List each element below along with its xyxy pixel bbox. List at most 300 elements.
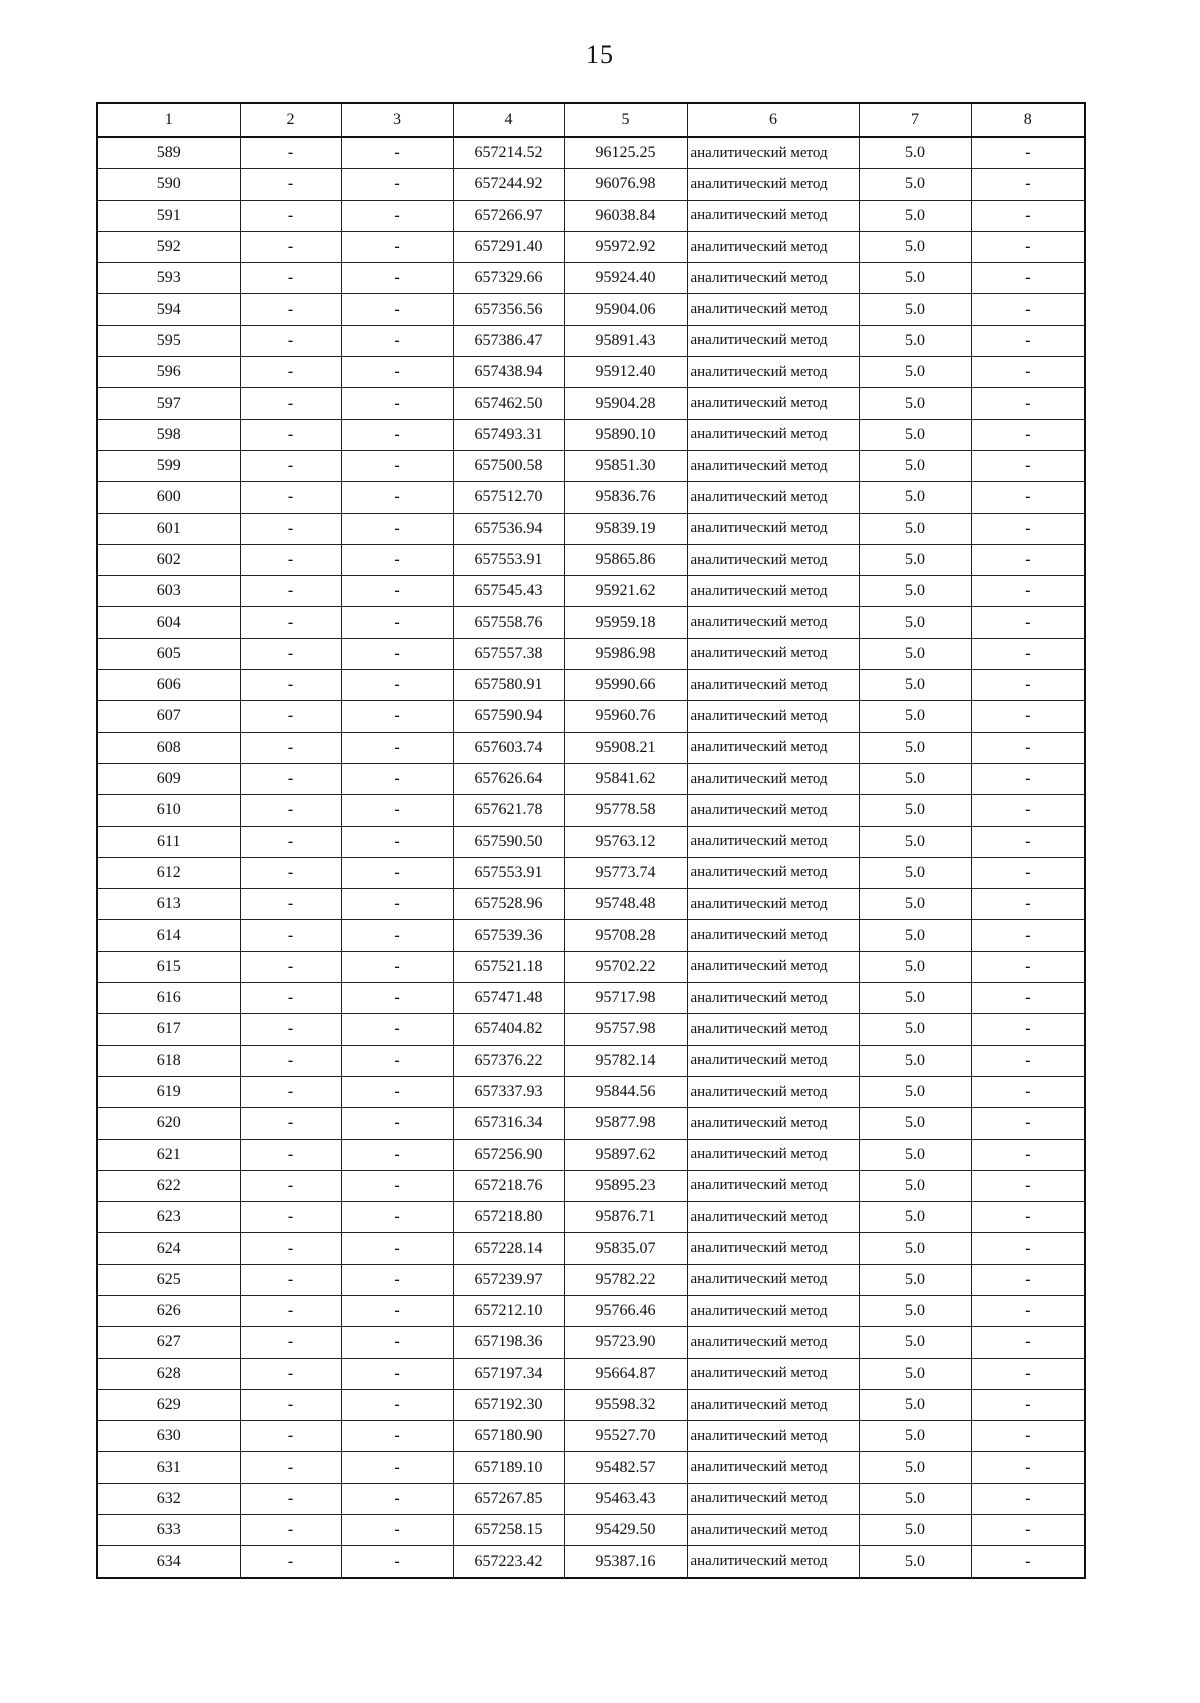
table-row xyxy=(97,607,1085,638)
cell-coord-x: 657258.15 xyxy=(453,1515,564,1546)
cell-col-2: - xyxy=(240,419,341,450)
table-row xyxy=(97,732,1085,763)
cell-accuracy: 5.0 xyxy=(859,1170,971,1201)
cell-coord-x: 657267.85 xyxy=(453,1483,564,1514)
cell-col-8: - xyxy=(971,1045,1085,1076)
cell-coord-y: 95748.48 xyxy=(564,889,687,920)
cell-col-2: - xyxy=(240,137,341,169)
cell-coord-x: 657189.10 xyxy=(453,1452,564,1483)
cell-coord-y: 95836.76 xyxy=(564,482,687,513)
cell-point-number: 628 xyxy=(97,1358,240,1389)
cell-coord-x: 657528.96 xyxy=(453,889,564,920)
cell-col-2: - xyxy=(240,1202,341,1233)
cell-col-3: - xyxy=(341,1045,453,1076)
table-row xyxy=(97,294,1085,325)
cell-col-3: - xyxy=(341,951,453,982)
cell-method: аналитический метод xyxy=(687,482,859,513)
column-header-2: 2 xyxy=(240,103,341,137)
table-row xyxy=(97,889,1085,920)
cell-col-8: - xyxy=(971,701,1085,732)
cell-method: аналитический метод xyxy=(687,169,859,200)
cell-col-3: - xyxy=(341,513,453,544)
cell-col-8: - xyxy=(971,1139,1085,1170)
cell-method: аналитический метод xyxy=(687,857,859,888)
cell-col-2: - xyxy=(240,857,341,888)
cell-col-8: - xyxy=(971,670,1085,701)
cell-coord-y: 95959.18 xyxy=(564,607,687,638)
cell-accuracy: 5.0 xyxy=(859,920,971,951)
cell-coord-y: 95708.28 xyxy=(564,920,687,951)
table-row xyxy=(97,983,1085,1014)
cell-accuracy: 5.0 xyxy=(859,701,971,732)
cell-accuracy: 5.0 xyxy=(859,1014,971,1045)
cell-method: аналитический метод xyxy=(687,920,859,951)
cell-col-3: - xyxy=(341,1327,453,1358)
table-row xyxy=(97,670,1085,701)
table-row xyxy=(97,419,1085,450)
cell-coord-x: 657590.94 xyxy=(453,701,564,732)
cell-col-2: - xyxy=(240,1389,341,1420)
table-row xyxy=(97,857,1085,888)
cell-col-3: - xyxy=(341,1358,453,1389)
table-row xyxy=(97,1546,1085,1578)
cell-accuracy: 5.0 xyxy=(859,482,971,513)
cell-accuracy: 5.0 xyxy=(859,1045,971,1076)
cell-col-2: - xyxy=(240,1421,341,1452)
cell-method: аналитический метод xyxy=(687,732,859,763)
cell-method: аналитический метод xyxy=(687,701,859,732)
cell-point-number: 599 xyxy=(97,450,240,481)
cell-coord-y: 95960.76 xyxy=(564,701,687,732)
cell-col-2: - xyxy=(240,826,341,857)
cell-method: аналитический метод xyxy=(687,1358,859,1389)
cell-method: аналитический метод xyxy=(687,1546,859,1578)
cell-accuracy: 5.0 xyxy=(859,857,971,888)
cell-col-3: - xyxy=(341,1139,453,1170)
cell-coord-y: 96038.84 xyxy=(564,200,687,231)
cell-col-8: - xyxy=(971,388,1085,419)
cell-coord-y: 95835.07 xyxy=(564,1233,687,1264)
table-row xyxy=(97,544,1085,575)
page-number: 15 xyxy=(586,40,614,69)
cell-coord-y: 95482.57 xyxy=(564,1452,687,1483)
cell-col-3: - xyxy=(341,263,453,294)
cell-coord-y: 95773.74 xyxy=(564,857,687,888)
cell-point-number: 615 xyxy=(97,951,240,982)
cell-col-2: - xyxy=(240,607,341,638)
cell-coord-x: 657337.93 xyxy=(453,1076,564,1107)
cell-coord-x: 657192.30 xyxy=(453,1389,564,1420)
cell-col-2: - xyxy=(240,357,341,388)
cell-col-2: - xyxy=(240,513,341,544)
cell-accuracy: 5.0 xyxy=(859,419,971,450)
table-row xyxy=(97,357,1085,388)
cell-coord-x: 657244.92 xyxy=(453,169,564,200)
table-row xyxy=(97,388,1085,419)
cell-col-8: - xyxy=(971,1452,1085,1483)
cell-col-8: - xyxy=(971,325,1085,356)
cell-point-number: 613 xyxy=(97,889,240,920)
table-row xyxy=(97,1327,1085,1358)
cell-coord-x: 657404.82 xyxy=(453,1014,564,1045)
cell-method: аналитический метод xyxy=(687,137,859,169)
cell-col-3: - xyxy=(341,200,453,231)
cell-accuracy: 5.0 xyxy=(859,732,971,763)
cell-method: аналитический метод xyxy=(687,1202,859,1233)
cell-col-2: - xyxy=(240,1045,341,1076)
table-row xyxy=(97,1139,1085,1170)
column-header-3: 3 xyxy=(341,103,453,137)
cell-coord-x: 657197.34 xyxy=(453,1358,564,1389)
cell-point-number: 625 xyxy=(97,1264,240,1295)
cell-coord-y: 95890.10 xyxy=(564,419,687,450)
cell-accuracy: 5.0 xyxy=(859,200,971,231)
cell-col-8: - xyxy=(971,1295,1085,1326)
cell-method: аналитический метод xyxy=(687,1076,859,1107)
cell-col-3: - xyxy=(341,137,453,169)
cell-coord-y: 95757.98 xyxy=(564,1014,687,1045)
cell-point-number: 594 xyxy=(97,294,240,325)
table-row xyxy=(97,951,1085,982)
cell-col-8: - xyxy=(971,513,1085,544)
cell-coord-y: 95782.22 xyxy=(564,1264,687,1295)
cell-col-8: - xyxy=(971,795,1085,826)
cell-method: аналитический метод xyxy=(687,1515,859,1546)
cell-accuracy: 5.0 xyxy=(859,1421,971,1452)
cell-method: аналитический метод xyxy=(687,450,859,481)
cell-coord-x: 657557.38 xyxy=(453,638,564,669)
cell-col-3: - xyxy=(341,795,453,826)
cell-method: аналитический метод xyxy=(687,576,859,607)
cell-method: аналитический метод xyxy=(687,951,859,982)
cell-col-3: - xyxy=(341,1515,453,1546)
cell-col-8: - xyxy=(971,857,1085,888)
cell-accuracy: 5.0 xyxy=(859,1389,971,1420)
cell-coord-x: 657521.18 xyxy=(453,951,564,982)
cell-col-2: - xyxy=(240,1358,341,1389)
table-row xyxy=(97,1045,1085,1076)
cell-coord-x: 657256.90 xyxy=(453,1139,564,1170)
table-row xyxy=(97,1358,1085,1389)
coordinates-table xyxy=(96,102,1086,1579)
cell-coord-x: 657214.52 xyxy=(453,137,564,169)
cell-col-3: - xyxy=(341,1076,453,1107)
cell-coord-y: 95844.56 xyxy=(564,1076,687,1107)
cell-coord-y: 95904.28 xyxy=(564,388,687,419)
cell-accuracy: 5.0 xyxy=(859,1202,971,1233)
table-row xyxy=(97,638,1085,669)
cell-coord-y: 95897.62 xyxy=(564,1139,687,1170)
cell-accuracy: 5.0 xyxy=(859,231,971,262)
cell-point-number: 589 xyxy=(97,137,240,169)
cell-col-3: - xyxy=(341,607,453,638)
cell-col-3: - xyxy=(341,1014,453,1045)
cell-method: аналитический метод xyxy=(687,1452,859,1483)
cell-col-2: - xyxy=(240,920,341,951)
cell-accuracy: 5.0 xyxy=(859,137,971,169)
cell-coord-y: 96076.98 xyxy=(564,169,687,200)
cell-point-number: 595 xyxy=(97,325,240,356)
cell-method: аналитический метод xyxy=(687,294,859,325)
column-header-6: 6 xyxy=(687,103,859,137)
cell-col-2: - xyxy=(240,231,341,262)
cell-coord-y: 95782.14 xyxy=(564,1045,687,1076)
cell-accuracy: 5.0 xyxy=(859,1233,971,1264)
column-header-5: 5 xyxy=(564,103,687,137)
cell-coord-y: 95598.32 xyxy=(564,1389,687,1420)
table-row xyxy=(97,1264,1085,1295)
cell-coord-x: 657545.43 xyxy=(453,576,564,607)
cell-accuracy: 5.0 xyxy=(859,826,971,857)
cell-point-number: 624 xyxy=(97,1233,240,1264)
cell-method: аналитический метод xyxy=(687,826,859,857)
cell-accuracy: 5.0 xyxy=(859,607,971,638)
cell-method: аналитический метод xyxy=(687,983,859,1014)
cell-method: аналитический метод xyxy=(687,1327,859,1358)
cell-col-3: - xyxy=(341,1452,453,1483)
cell-coord-x: 657356.56 xyxy=(453,294,564,325)
table-row xyxy=(97,1202,1085,1233)
cell-coord-x: 657536.94 xyxy=(453,513,564,544)
cell-col-3: - xyxy=(341,544,453,575)
cell-col-8: - xyxy=(971,1014,1085,1045)
cell-method: аналитический метод xyxy=(687,1233,859,1264)
cell-coord-y: 95717.98 xyxy=(564,983,687,1014)
table-row xyxy=(97,325,1085,356)
cell-col-8: - xyxy=(971,576,1085,607)
cell-coord-x: 657180.90 xyxy=(453,1421,564,1452)
cell-col-8: - xyxy=(971,231,1085,262)
cell-coord-x: 657316.34 xyxy=(453,1108,564,1139)
cell-col-2: - xyxy=(240,1327,341,1358)
cell-accuracy: 5.0 xyxy=(859,1139,971,1170)
table-row xyxy=(97,482,1085,513)
cell-coord-y: 95527.70 xyxy=(564,1421,687,1452)
cell-coord-x: 657218.76 xyxy=(453,1170,564,1201)
cell-method: аналитический метод xyxy=(687,388,859,419)
cell-accuracy: 5.0 xyxy=(859,795,971,826)
cell-col-2: - xyxy=(240,670,341,701)
cell-point-number: 608 xyxy=(97,732,240,763)
cell-col-2: - xyxy=(240,1483,341,1514)
cell-col-2: - xyxy=(240,951,341,982)
cell-col-3: - xyxy=(341,231,453,262)
cell-method: аналитический метод xyxy=(687,357,859,388)
cell-accuracy: 5.0 xyxy=(859,169,971,200)
cell-col-3: - xyxy=(341,1483,453,1514)
table-row xyxy=(97,200,1085,231)
cell-coord-y: 95778.58 xyxy=(564,795,687,826)
cell-point-number: 597 xyxy=(97,388,240,419)
cell-col-3: - xyxy=(341,450,453,481)
cell-accuracy: 5.0 xyxy=(859,513,971,544)
cell-method: аналитический метод xyxy=(687,325,859,356)
cell-accuracy: 5.0 xyxy=(859,294,971,325)
cell-method: аналитический метод xyxy=(687,1389,859,1420)
cell-accuracy: 5.0 xyxy=(859,1264,971,1295)
column-header-1: 1 xyxy=(97,103,240,137)
cell-method: аналитический метод xyxy=(687,670,859,701)
cell-col-3: - xyxy=(341,1202,453,1233)
cell-col-8: - xyxy=(971,419,1085,450)
cell-coord-y: 95723.90 xyxy=(564,1327,687,1358)
cell-method: аналитический метод xyxy=(687,763,859,794)
cell-col-2: - xyxy=(240,1108,341,1139)
cell-point-number: 604 xyxy=(97,607,240,638)
cell-point-number: 593 xyxy=(97,263,240,294)
table-row xyxy=(97,576,1085,607)
cell-point-number: 603 xyxy=(97,576,240,607)
cell-coord-y: 95851.30 xyxy=(564,450,687,481)
cell-col-3: - xyxy=(341,1389,453,1420)
cell-col-2: - xyxy=(240,1014,341,1045)
cell-col-8: - xyxy=(971,294,1085,325)
cell-point-number: 616 xyxy=(97,983,240,1014)
cell-accuracy: 5.0 xyxy=(859,1108,971,1139)
cell-col-2: - xyxy=(240,263,341,294)
cell-coord-y: 96125.25 xyxy=(564,137,687,169)
cell-method: аналитический метод xyxy=(687,231,859,262)
cell-accuracy: 5.0 xyxy=(859,450,971,481)
cell-accuracy: 5.0 xyxy=(859,263,971,294)
cell-col-2: - xyxy=(240,1515,341,1546)
cell-point-number: 606 xyxy=(97,670,240,701)
cell-col-2: - xyxy=(240,1076,341,1107)
cell-coord-x: 657512.70 xyxy=(453,482,564,513)
cell-col-8: - xyxy=(971,1170,1085,1201)
cell-col-8: - xyxy=(971,763,1085,794)
cell-col-8: - xyxy=(971,1202,1085,1233)
cell-col-2: - xyxy=(240,889,341,920)
cell-point-number: 614 xyxy=(97,920,240,951)
cell-col-3: - xyxy=(341,169,453,200)
cell-coord-x: 657558.76 xyxy=(453,607,564,638)
cell-coord-x: 657438.94 xyxy=(453,357,564,388)
cell-method: аналитический метод xyxy=(687,889,859,920)
cell-col-3: - xyxy=(341,983,453,1014)
cell-accuracy: 5.0 xyxy=(859,763,971,794)
cell-coord-y: 95429.50 xyxy=(564,1515,687,1546)
table-row xyxy=(97,920,1085,951)
cell-method: аналитический метод xyxy=(687,638,859,669)
cell-col-2: - xyxy=(240,638,341,669)
cell-col-8: - xyxy=(971,1389,1085,1420)
cell-coord-x: 657493.31 xyxy=(453,419,564,450)
cell-point-number: 621 xyxy=(97,1139,240,1170)
cell-coord-x: 657553.91 xyxy=(453,857,564,888)
cell-coord-y: 95908.21 xyxy=(564,732,687,763)
cell-coord-x: 657590.50 xyxy=(453,826,564,857)
cell-col-2: - xyxy=(240,763,341,794)
cell-method: аналитический метод xyxy=(687,1295,859,1326)
cell-col-3: - xyxy=(341,920,453,951)
cell-col-8: - xyxy=(971,1108,1085,1139)
cell-point-number: 623 xyxy=(97,1202,240,1233)
cell-col-2: - xyxy=(240,576,341,607)
cell-coord-y: 95702.22 xyxy=(564,951,687,982)
cell-col-8: - xyxy=(971,1483,1085,1514)
cell-col-2: - xyxy=(240,169,341,200)
table-row xyxy=(97,169,1085,200)
cell-accuracy: 5.0 xyxy=(859,388,971,419)
cell-col-2: - xyxy=(240,482,341,513)
cell-accuracy: 5.0 xyxy=(859,1295,971,1326)
cell-col-8: - xyxy=(971,137,1085,169)
cell-point-number: 629 xyxy=(97,1389,240,1420)
cell-method: аналитический метод xyxy=(687,1108,859,1139)
column-header-8: 8 xyxy=(971,103,1085,137)
cell-col-3: - xyxy=(341,763,453,794)
cell-coord-x: 657218.80 xyxy=(453,1202,564,1233)
cell-col-3: - xyxy=(341,701,453,732)
cell-col-8: - xyxy=(971,1515,1085,1546)
table-row xyxy=(97,1389,1085,1420)
cell-coord-y: 95921.62 xyxy=(564,576,687,607)
cell-col-3: - xyxy=(341,325,453,356)
table-row xyxy=(97,1076,1085,1107)
cell-col-2: - xyxy=(240,983,341,1014)
cell-coord-y: 95912.40 xyxy=(564,357,687,388)
cell-accuracy: 5.0 xyxy=(859,325,971,356)
cell-coord-y: 95664.87 xyxy=(564,1358,687,1389)
table-row xyxy=(97,513,1085,544)
cell-col-3: - xyxy=(341,1546,453,1578)
cell-point-number: 596 xyxy=(97,357,240,388)
cell-point-number: 618 xyxy=(97,1045,240,1076)
cell-method: аналитический метод xyxy=(687,1483,859,1514)
cell-col-3: - xyxy=(341,1264,453,1295)
cell-col-8: - xyxy=(971,889,1085,920)
cell-col-8: - xyxy=(971,1358,1085,1389)
cell-point-number: 607 xyxy=(97,701,240,732)
cell-point-number: 633 xyxy=(97,1515,240,1546)
cell-col-2: - xyxy=(240,325,341,356)
cell-accuracy: 5.0 xyxy=(859,983,971,1014)
cell-col-8: - xyxy=(971,951,1085,982)
cell-accuracy: 5.0 xyxy=(859,1483,971,1514)
cell-point-number: 620 xyxy=(97,1108,240,1139)
cell-col-2: - xyxy=(240,388,341,419)
cell-coord-y: 95865.86 xyxy=(564,544,687,575)
cell-coord-x: 657266.97 xyxy=(453,200,564,231)
cell-col-3: - xyxy=(341,826,453,857)
cell-point-number: 626 xyxy=(97,1295,240,1326)
cell-point-number: 598 xyxy=(97,419,240,450)
cell-col-2: - xyxy=(240,1295,341,1326)
cell-coord-x: 657626.64 xyxy=(453,763,564,794)
table-row xyxy=(97,263,1085,294)
table-row xyxy=(97,763,1085,794)
column-header-7: 7 xyxy=(859,103,971,137)
cell-col-3: - xyxy=(341,1170,453,1201)
cell-point-number: 592 xyxy=(97,231,240,262)
header-row xyxy=(97,103,1085,137)
cell-coord-y: 95891.43 xyxy=(564,325,687,356)
cell-coord-x: 657239.97 xyxy=(453,1264,564,1295)
cell-col-8: - xyxy=(971,200,1085,231)
cell-col-3: - xyxy=(341,732,453,763)
cell-coord-x: 657580.91 xyxy=(453,670,564,701)
cell-coord-x: 657471.48 xyxy=(453,983,564,1014)
cell-col-2: - xyxy=(240,1233,341,1264)
cell-method: аналитический метод xyxy=(687,419,859,450)
cell-accuracy: 5.0 xyxy=(859,357,971,388)
cell-col-8: - xyxy=(971,450,1085,481)
cell-accuracy: 5.0 xyxy=(859,544,971,575)
cell-coord-x: 657212.10 xyxy=(453,1295,564,1326)
cell-method: аналитический метод xyxy=(687,795,859,826)
cell-col-8: - xyxy=(971,1233,1085,1264)
